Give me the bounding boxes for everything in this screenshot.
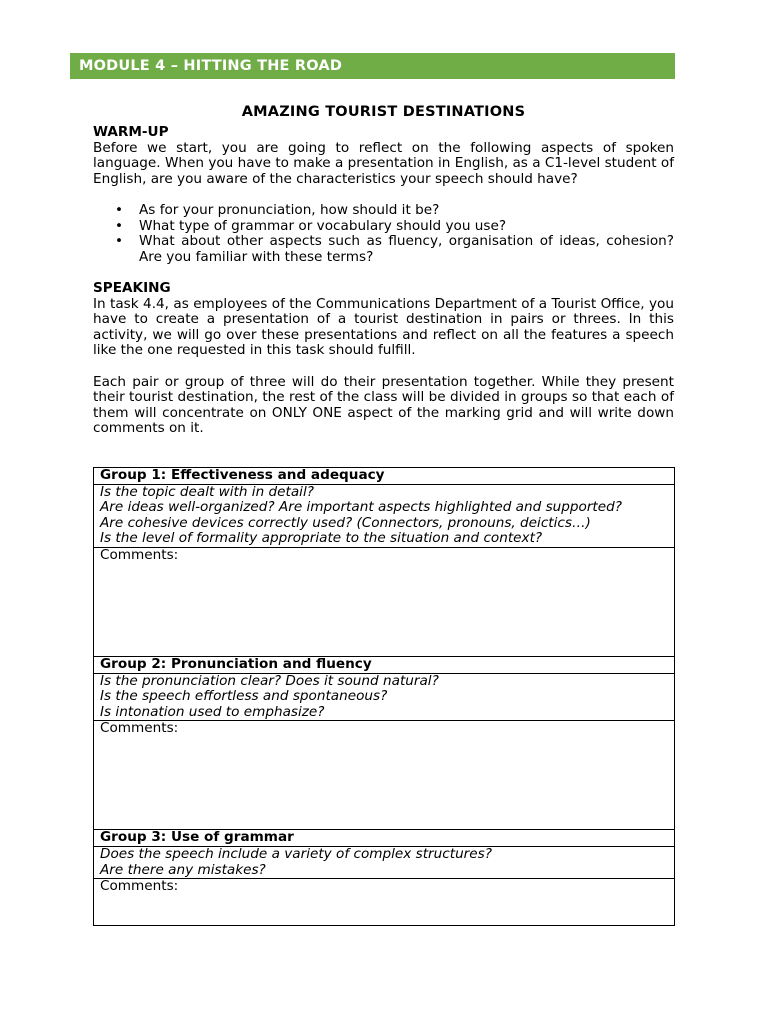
question: Are ideas well-organized? Are important aspects highlighted and supported? [100, 499, 622, 516]
comments-label: Comments: [100, 878, 179, 895]
comments-label: Comments: [100, 720, 179, 737]
bullet-text: As for your pronunciation, how should it be? [139, 201, 440, 218]
bullet-icon: • [115, 201, 124, 218]
group-questions-row [94, 673, 675, 721]
bullet-icon: • [115, 217, 124, 234]
group-header-row [94, 468, 675, 485]
question: Is the topic dealt with in detail? [100, 483, 314, 500]
comments-box[interactable] [94, 547, 675, 656]
comments-box[interactable] [94, 879, 675, 926]
comments-row [94, 879, 675, 926]
question: Is the speech effortless and spontaneous? [100, 688, 388, 705]
bullet-icon: • [115, 233, 124, 250]
page-title: AMAZING TOURIST DESTINATIONS [241, 104, 526, 120]
spacer [93, 187, 674, 203]
group-header-row [94, 830, 675, 847]
group-title: Group 2: Pronunciation and fluency [94, 656, 675, 673]
speaking-paragraph-1: In task 4.4, as employees of the Communications Department of a Tourist Office, you have to create a presentation of a tourist destination in pairs or threes. In this activity, we will go over these presentations and reflect on all the features a speech like the one requested in this task should fulfill. [93, 295, 674, 359]
group-header-row [94, 656, 675, 673]
bullet-text: What about other aspects such as fluency, organisation of ideas, cohesion? Are you familiar with these terms? [139, 233, 674, 265]
comments-box[interactable] [94, 721, 675, 830]
list-item [93, 219, 674, 235]
group-questions-row [94, 484, 675, 547]
group-questions-row [94, 846, 675, 878]
group-title: Group 3: Use of grammar [94, 830, 675, 847]
group-questions [94, 846, 675, 878]
bullet-text: What type of grammar or vocabulary should you use? [139, 217, 507, 234]
list-item [93, 203, 674, 219]
module-banner: MODULE 4 – HITTING THE ROAD [70, 53, 675, 79]
question: Is intonation used to emphasize? [100, 703, 325, 720]
group-questions [94, 484, 675, 547]
list-item [93, 234, 674, 265]
comments-label: Comments: [100, 546, 179, 563]
warmup-bullet-list [93, 203, 674, 265]
comments-row [94, 547, 675, 656]
comments-row [94, 721, 675, 830]
question: Is the pronunciation clear? Does it sound natural? [100, 672, 439, 689]
speaking-heading: SPEAKING [93, 279, 171, 296]
question: Does the speech include a variety of complex structures? [100, 845, 492, 862]
question: Are there any mistakes? [100, 861, 266, 878]
spacer [93, 265, 674, 281]
question: Is the level of formality appropriate to the situation and context? [100, 530, 543, 547]
marking-grid [93, 467, 675, 926]
question: Are cohesive devices correctly used? (Connectors, pronouns, deictics…) [100, 514, 591, 531]
document-body [93, 104, 674, 437]
speaking-paragraph-2: Each pair or group of three will do their presentation together. While they present their tourist destination, the rest of the class will be divided in groups so that each of them will concentrate on ONLY ONE aspect of the marking grid and will write down comments on it. [93, 373, 674, 437]
warmup-heading: WARM-UP [93, 124, 169, 140]
warmup-intro: Before we start, you are going to reflect on the following aspects of spoken language. When you have to make a presentation in English, as a C1-level student of English, are you aware of the characteristics your speech should have? [93, 139, 674, 187]
spacer [93, 359, 674, 375]
group-title: Group 1: Effectiveness and adequacy [94, 468, 675, 485]
group-questions [94, 673, 675, 721]
